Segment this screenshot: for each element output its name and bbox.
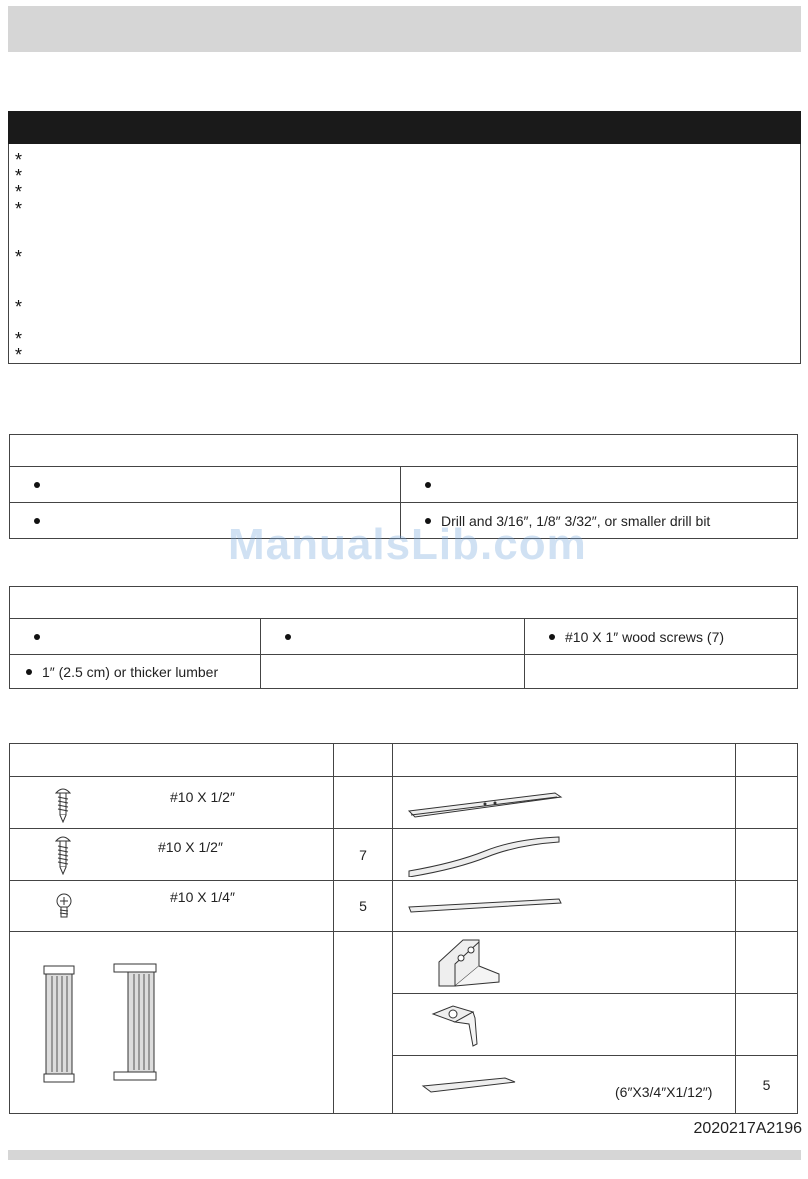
supplies-cell	[261, 619, 525, 655]
side-bracket-icon	[40, 962, 170, 1086]
footer-bar	[8, 1150, 801, 1160]
part-qty	[736, 881, 798, 932]
bullet-icon	[285, 634, 291, 640]
part-qty	[334, 777, 393, 829]
wood-screws-label: #10 X 1″ wood screws (7)	[565, 628, 725, 645]
part-cell-brackets	[10, 932, 334, 1114]
screw-icon	[54, 893, 74, 919]
bullet-icon	[425, 482, 431, 488]
part-qty	[334, 932, 393, 1114]
asterisk-icon: *	[15, 345, 23, 365]
screw-icon	[54, 835, 72, 875]
bullet-icon	[549, 634, 555, 640]
screw-a-label: #10 X 1/2″	[170, 789, 235, 805]
header-bar	[8, 6, 801, 52]
asterisk-icon: *	[15, 297, 23, 317]
shim-icon	[419, 1074, 519, 1096]
spring-strip-icon	[405, 833, 565, 877]
angle-bracket-icon	[433, 936, 503, 990]
tools-header	[10, 435, 798, 467]
part-qty	[736, 932, 798, 994]
part-qty	[736, 777, 798, 829]
parts-header-cell	[393, 744, 736, 777]
part-cell-shim	[393, 1056, 736, 1114]
document-id: 2020217A2196	[693, 1120, 802, 1137]
asterisk-icon: *	[15, 182, 23, 202]
supplies-cell	[10, 655, 261, 689]
drill-label: Drill and 3/16″, 1/8″ 3/32″, or smaller drill bit	[441, 512, 711, 529]
screw-c-label: #10 X 1/4″	[170, 889, 235, 905]
bullet-icon	[34, 518, 40, 524]
flat-strip-icon	[405, 895, 565, 917]
notes-box	[8, 144, 801, 364]
part-cell-clip	[393, 994, 736, 1056]
supplies-table	[9, 586, 798, 689]
bullet-icon	[34, 634, 40, 640]
part-cell-spring	[393, 829, 736, 881]
part-cell-screw-a	[10, 777, 334, 829]
asterisk-icon: *	[15, 150, 23, 170]
parts-header-cell	[10, 744, 334, 777]
parts-header-cell	[334, 744, 393, 777]
part-cell-angle-bracket	[393, 932, 736, 994]
supplies-cell	[525, 619, 798, 655]
asterisk-icon: *	[15, 247, 23, 267]
asterisk-icon: *	[15, 329, 23, 349]
supplies-cell	[10, 619, 261, 655]
asterisk-icon: *	[15, 166, 23, 186]
watermark: ManualsLib.com	[228, 520, 587, 569]
tools-cell	[10, 467, 401, 503]
bullet-icon	[26, 669, 32, 675]
supplies-cell	[261, 655, 525, 689]
lumber-label: 1″ (2.5 cm) or thicker lumber	[42, 663, 219, 680]
mounting-clip-icon	[429, 1000, 489, 1052]
shim-size-label: (6″X3/4″X1/12″)	[615, 1084, 713, 1100]
rail-icon	[405, 785, 565, 825]
part-qty	[736, 829, 798, 881]
screw-b-qty: 7	[334, 829, 393, 881]
part-cell-rail	[393, 777, 736, 829]
supplies-cell	[525, 655, 798, 689]
part-cell-flat-strip	[393, 881, 736, 932]
bullet-icon	[34, 482, 40, 488]
screw-icon	[54, 787, 72, 823]
notes-title-bar	[8, 111, 801, 144]
part-cell-screw-b	[10, 829, 334, 881]
screw-b-label: #10 X 1/2″	[158, 839, 223, 855]
shim-qty: 5	[736, 1056, 798, 1114]
part-cell-screw-c	[10, 881, 334, 932]
parts-header-cell	[736, 744, 798, 777]
tools-cell	[401, 467, 798, 503]
asterisk-icon: *	[15, 199, 23, 219]
supplies-header	[10, 587, 798, 619]
part-qty	[736, 994, 798, 1056]
parts-table	[9, 743, 798, 1114]
screw-c-qty: 5	[334, 881, 393, 932]
